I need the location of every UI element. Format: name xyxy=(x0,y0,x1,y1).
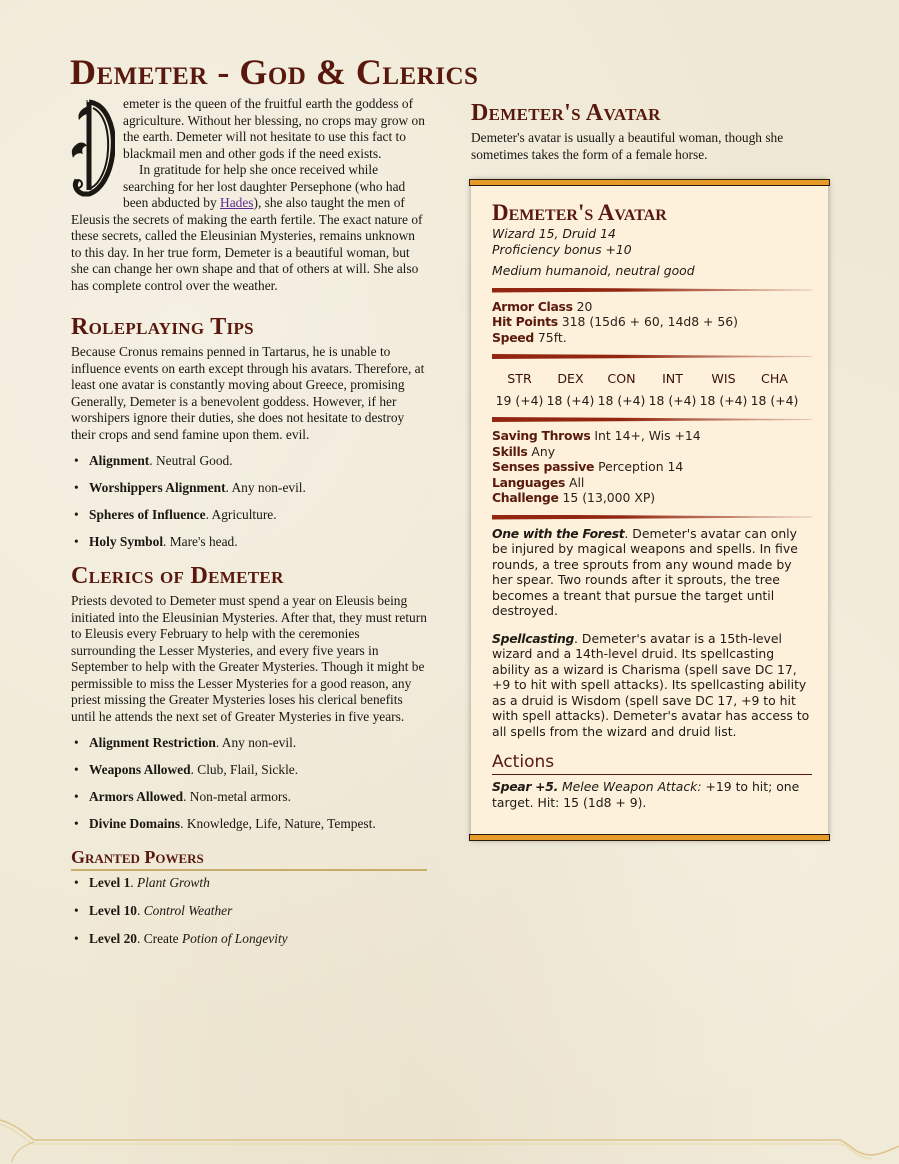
speed xyxy=(492,330,812,346)
item-value: . Non-metal armors. xyxy=(183,789,291,804)
ability-score: 18 (+4) xyxy=(546,392,595,408)
ability-str xyxy=(494,371,545,408)
clerics-heading: Clerics of Demeter xyxy=(71,563,284,589)
actions-heading: Actions xyxy=(492,751,812,775)
item-label: Alignment Restriction xyxy=(89,735,216,750)
taper-divider xyxy=(492,288,812,293)
trait-spellcasting xyxy=(492,631,812,740)
item-label: Level 10 xyxy=(89,903,137,918)
trait-one-with-the-forest xyxy=(492,526,812,619)
ability-scores xyxy=(492,365,800,408)
stat-value: All xyxy=(565,474,585,490)
action-type: Melee Weapon Attack: xyxy=(558,779,702,794)
item-prefix: Create xyxy=(143,931,182,946)
item-label: Level 20 xyxy=(89,931,137,946)
ability-int xyxy=(647,371,698,408)
intro-text-2b: ), she also taught the men of Eleusis the secrets of making the earth fertile. The exact nature of these secrets, called the Eleusinian Mysteries, remains unknown to this day. In her true form, Demeter is a beautiful woman, but she can change her own shape and that of others at will. She also has complete control over the weather. xyxy=(71,195,423,293)
ability-name: DEX xyxy=(557,371,584,386)
stat-block-content xyxy=(492,200,812,810)
list-item-level-1 xyxy=(71,875,427,891)
item-label: Weapons Allowed xyxy=(89,762,191,777)
ability-name: CON xyxy=(607,371,636,386)
creature-type: Medium humanoid, neutral good xyxy=(492,263,695,278)
action-text: +19 to hit; one target. Hit: 15 (1d8 + 9). xyxy=(492,779,800,810)
ability-name: CHA xyxy=(761,371,788,386)
stat-value: Int 14+, Wis +14 xyxy=(590,428,701,443)
page-title: Demeter - God & Clerics xyxy=(70,52,479,92)
item-value: Control Weather xyxy=(143,903,233,918)
stat-value: Any xyxy=(527,443,556,459)
roleplaying-heading: Roleplaying Tips xyxy=(71,314,254,340)
creature-proficiency: Proficiency bonus +10 xyxy=(492,241,632,257)
roleplaying-paragraph: Because Cronus remains penned in Tartarus, he is unable to influence events on earth except through his avatars. Therefore, at least one avatar is constantly moving about Greece, promising Generally, Demeter is a benevolent goddess. However, if her worshipers ignore their duties, she does not hesitate to destroy their crops and send famine upon them. evil. xyxy=(71,344,425,442)
item-value: Potion of Longevity xyxy=(181,931,288,946)
ability-wis xyxy=(698,371,749,408)
languages xyxy=(492,475,812,491)
senses xyxy=(492,459,812,475)
ability-score: 18 (+4) xyxy=(648,392,697,408)
taper-divider xyxy=(492,417,812,422)
action-spear xyxy=(492,779,812,810)
list-item-level-20 xyxy=(71,931,427,947)
item-value: . Agriculture. xyxy=(205,507,277,522)
saving-throws xyxy=(492,428,812,444)
clerics-paragraph: Priests devoted to Demeter must spend a year on Eleusis being initiated into the Eleusinian Mysteries. After that, they must return to Eleusis every February to help with the ceremonies surrounding the Lesser Mysteries, and every five years in September to help with the Greater Mysteries. Though it might be permissible to miss the Lesser Mysteries for a good reason, any priest missing the Greater Mysteries loses his clerical benefits until he attends the next set of Greater Mysteries in five years. xyxy=(71,593,427,724)
stat-label: Challenge xyxy=(492,490,559,505)
stat-value: 318 (15d6 + 60, 14d8 + 56) xyxy=(557,314,738,329)
list-item-alignment xyxy=(71,453,427,469)
list-item-level-10 xyxy=(71,903,427,919)
ability-name: WIS xyxy=(711,371,736,386)
list-item-holy-symbol xyxy=(71,534,427,550)
stat-value: Perception 14 xyxy=(594,459,684,474)
footer-ornament-icon xyxy=(0,1110,899,1164)
item-sep: . xyxy=(136,903,144,918)
stat-label: Languages xyxy=(492,474,566,490)
item-label: Divine Domains xyxy=(89,816,181,831)
stat-label: Senses passive xyxy=(492,459,595,474)
stat-label: Armor Class xyxy=(492,298,573,314)
list-item-alignment-restriction xyxy=(71,735,427,751)
item-sep: . xyxy=(136,931,144,946)
stat-value: 20 xyxy=(572,298,593,314)
left-column xyxy=(71,96,427,959)
stat-label: Saving Throws xyxy=(492,428,591,443)
ability-name: INT xyxy=(662,371,683,386)
item-value: . Club, Flail, Sickle. xyxy=(190,762,299,777)
right-column xyxy=(471,96,831,163)
roleplaying-list xyxy=(71,453,427,550)
skills xyxy=(492,444,812,460)
list-item-weapons xyxy=(71,762,427,778)
item-label: Worshippers Alignment xyxy=(89,480,226,495)
list-item-armors xyxy=(71,789,427,805)
taper-divider xyxy=(492,354,812,359)
item-label: Level 1 xyxy=(89,875,131,890)
item-value: . Knowledge, Life, Nature, Tempest. xyxy=(180,816,376,831)
creature-name: Demeter's Avatar xyxy=(492,200,667,225)
avatar-heading: Demeter's Avatar xyxy=(471,100,661,126)
item-label: Spheres of Influence xyxy=(89,507,206,522)
intro-text-1: emeter is the queen of the fruitful earth the goddess of agriculture. Without her blessing, no crops may grow on the earth. Demeter will not hesitate to use this fact to blackmail men and other gods if the need exists. xyxy=(123,96,425,161)
trait-name: Spellcasting xyxy=(492,630,575,646)
ability-cha xyxy=(749,371,800,408)
trait-name: One with the Forest xyxy=(492,525,625,541)
ability-dex xyxy=(545,371,596,408)
hades-link[interactable]: Hades xyxy=(220,195,254,210)
item-value: . Any non-evil. xyxy=(225,480,306,495)
granted-powers-list xyxy=(71,875,427,947)
stat-block-top-bar xyxy=(469,179,830,186)
ability-score: 19 (+4) xyxy=(495,392,544,408)
item-label: Armors Allowed xyxy=(89,789,184,804)
ability-score: 18 (+4) xyxy=(699,392,748,408)
item-value: . Neutral Good. xyxy=(149,453,233,468)
creature-classes: Wizard 15, Druid 14 xyxy=(492,226,616,241)
intro-section xyxy=(71,96,427,294)
stat-block-bottom-bar xyxy=(469,834,830,841)
clerics-list xyxy=(71,735,427,832)
stat-value: 75ft. xyxy=(533,329,567,345)
item-label: Holy Symbol xyxy=(89,534,164,549)
item-label: Alignment xyxy=(89,453,150,468)
avatar-paragraph: Demeter's avatar is usually a beautiful woman, though she sometimes takes the form of a female horse. xyxy=(471,130,784,162)
list-item-spheres xyxy=(71,507,427,523)
ability-name: STR xyxy=(507,371,532,386)
trait-text: . Demeter's avatar can only be injured by magical weapons and spells. In five rounds, a tree sprouts from any wound made by her spear. Two rounds after it sprouts, the tree becomes a treant that pursue the target until destroyed. xyxy=(492,525,798,618)
item-value: . Mare's head. xyxy=(163,534,238,549)
item-value: . Any non-evil. xyxy=(215,735,297,750)
item-value: Plant Growth xyxy=(136,875,210,890)
taper-divider xyxy=(492,515,812,520)
trait-text: . Demeter's avatar is a 15th-level wizard and a 14th-level druid. Its spellcasting ability as a wizard is Charisma (spell save DC 17, +9 to hit with spell attacks). Its spellcasting ability as a druid is Wisdom (spell save DC 17, +9 to hit with spell attacks). Demeter's avatar has access to all spells from the wizard and druid list. xyxy=(492,630,810,739)
stat-label: Skills xyxy=(492,443,528,459)
intro-paragraph-1 xyxy=(71,96,427,162)
armor-class xyxy=(492,299,812,315)
stat-value: 15 (13,000 XP) xyxy=(558,490,656,505)
ability-con xyxy=(596,371,647,408)
intro-paragraph-2 xyxy=(71,162,427,294)
dropcap-d-icon xyxy=(69,98,115,198)
granted-powers-heading: Granted Powers xyxy=(71,846,427,871)
ability-score: 18 (+4) xyxy=(597,392,646,408)
list-item-worshippers-alignment xyxy=(71,480,427,496)
stat-block xyxy=(471,180,828,840)
item-sep: . xyxy=(130,875,137,890)
ability-score: 18 (+4) xyxy=(750,392,799,408)
stat-label: Speed xyxy=(492,329,534,345)
intro-text-2a: In gratitude for help she once received while searching for her lost daughter Persephone (who had been abducted by xyxy=(123,162,406,210)
action-name: Spear +5. xyxy=(492,779,558,794)
challenge xyxy=(492,490,812,506)
hit-points xyxy=(492,314,812,330)
stat-label: Hit Points xyxy=(492,314,558,329)
list-item-domains xyxy=(71,816,427,832)
